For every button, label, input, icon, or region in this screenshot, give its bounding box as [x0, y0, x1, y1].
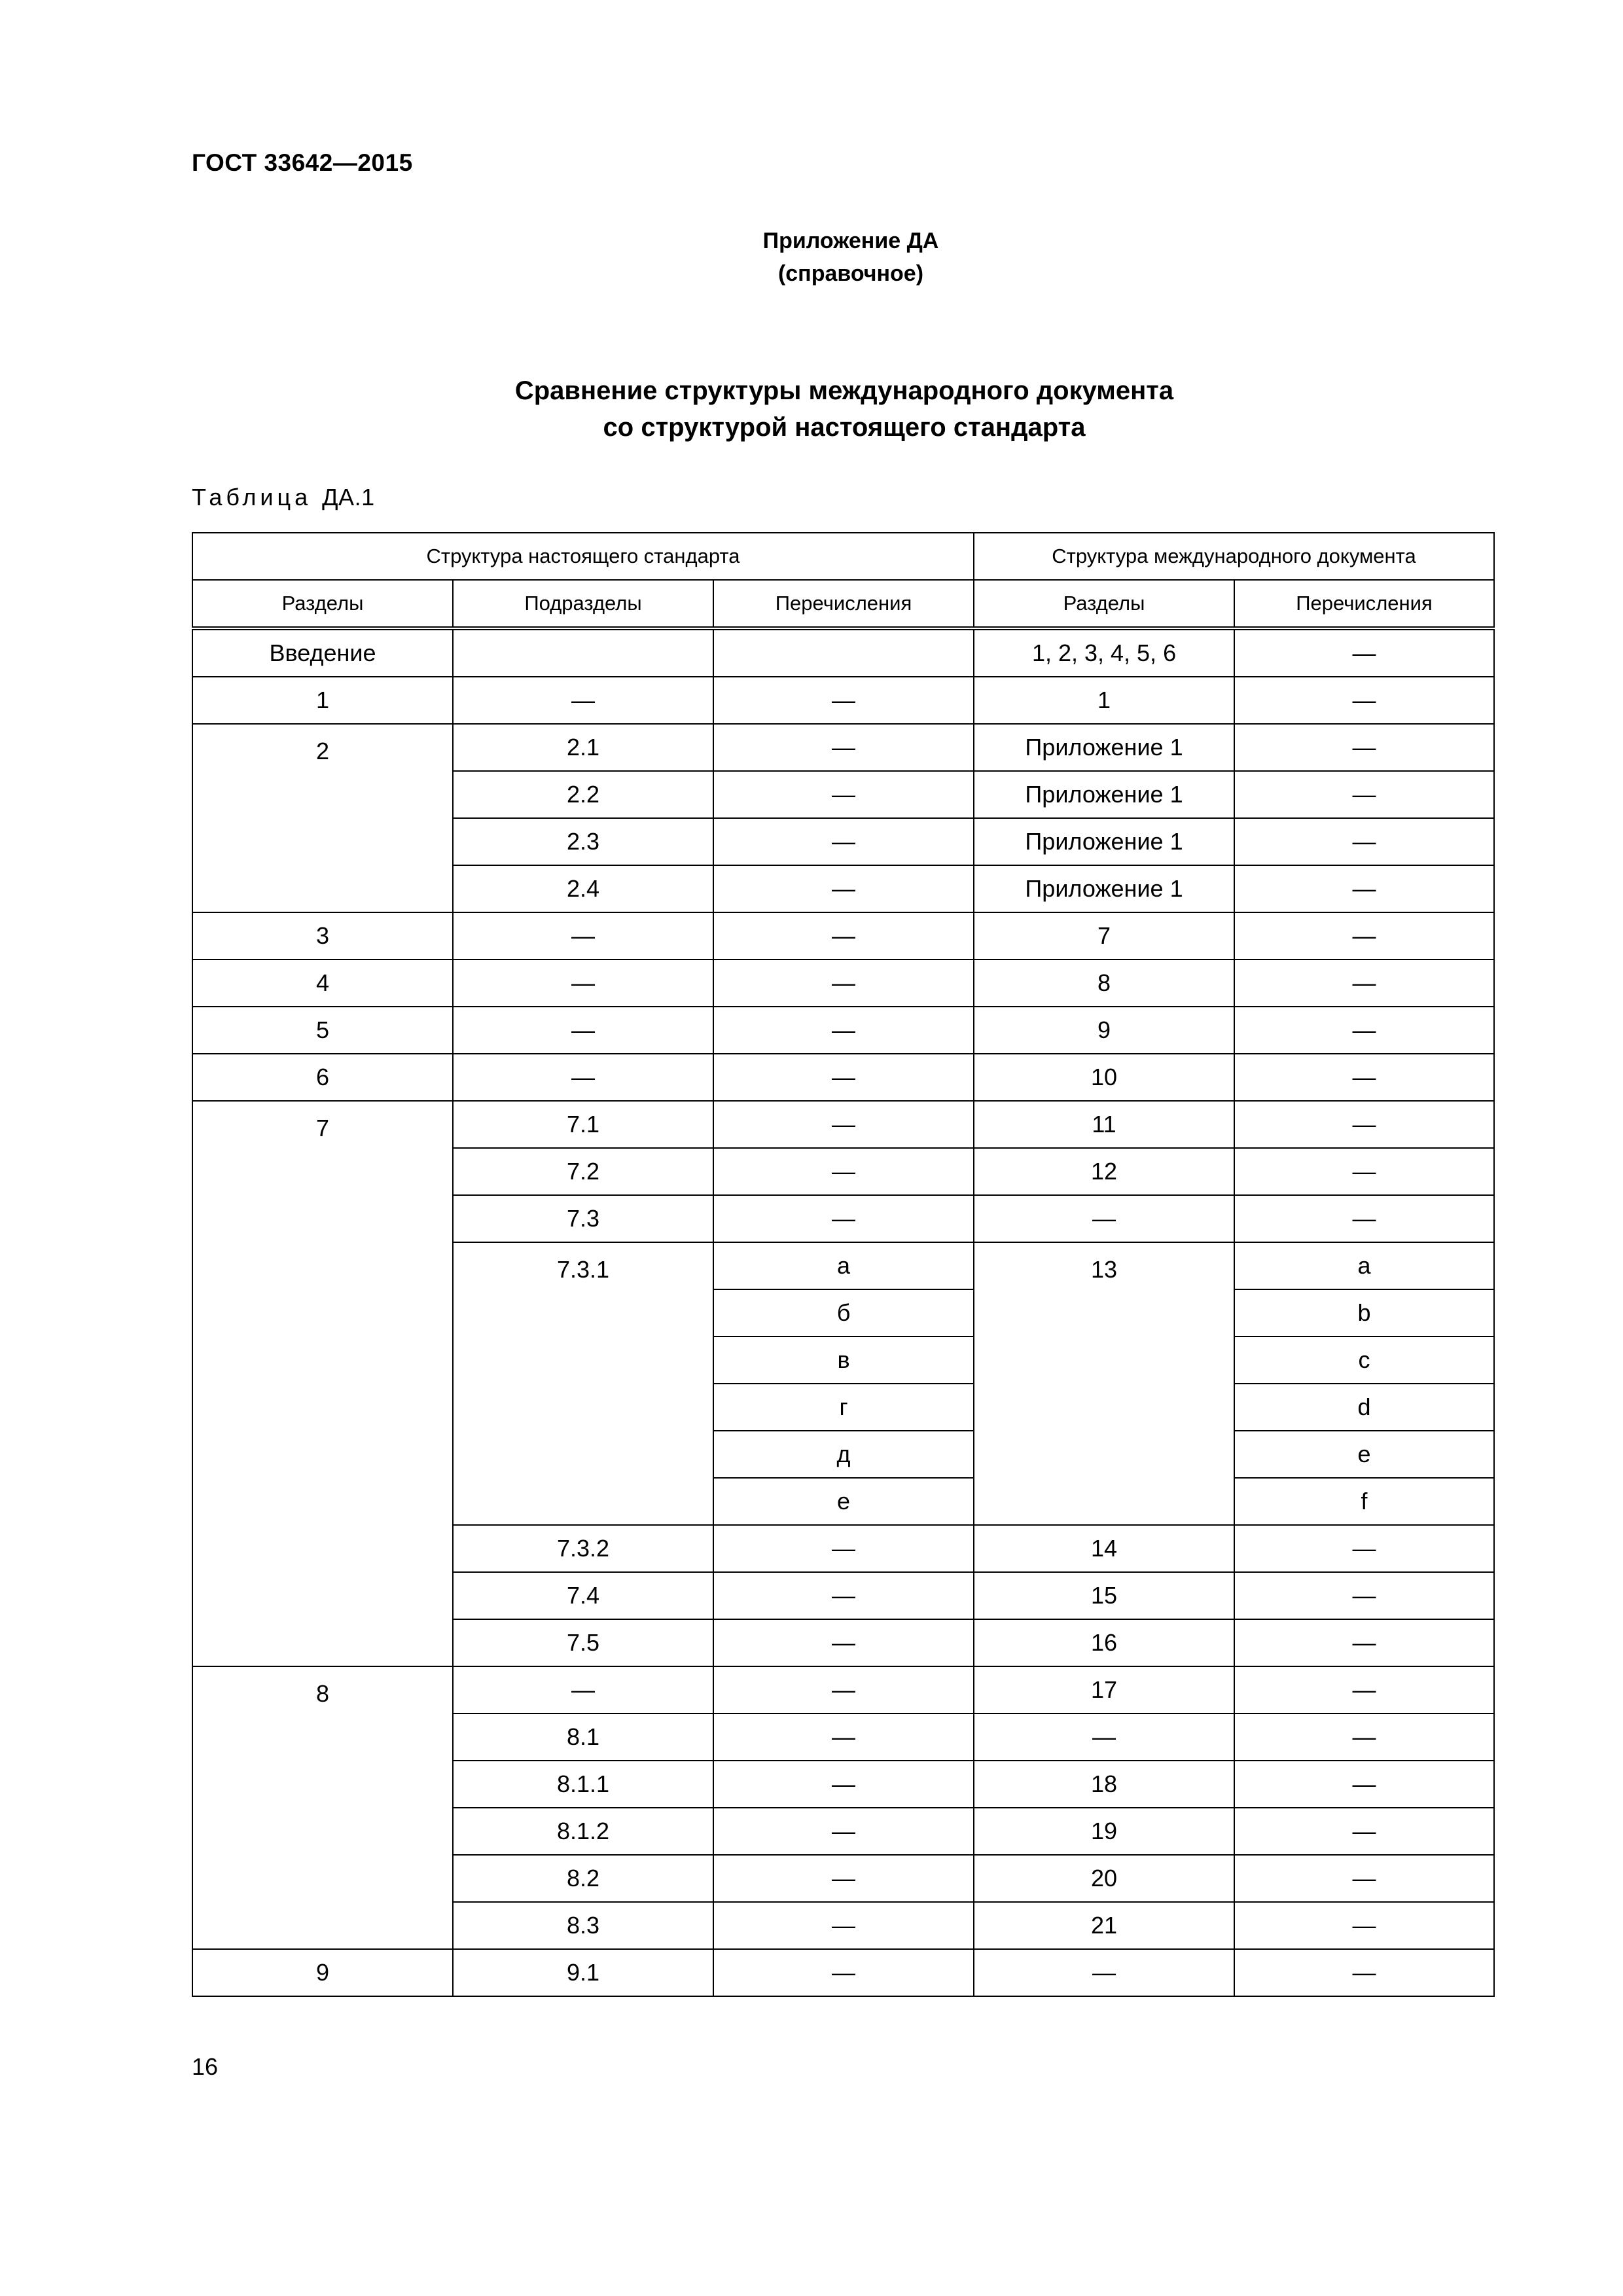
column-header-row [192, 580, 1494, 628]
column-header: Подразделы [453, 580, 713, 628]
table-cell: 20 [974, 1855, 1234, 1902]
table-cell: — [974, 1713, 1234, 1761]
table-cell: — [713, 724, 974, 771]
table-cell: — [974, 1195, 1234, 1242]
table-cell: — [1234, 865, 1494, 912]
table-cell: — [1234, 1619, 1494, 1666]
table-cell: 9.1 [453, 1949, 713, 1996]
table-cell: 7 [192, 1101, 453, 1666]
table-row [192, 1666, 1494, 1713]
table-cell: — [1234, 677, 1494, 724]
table-cell: — [713, 771, 974, 818]
table-cell: — [1234, 1525, 1494, 1572]
table-cell: — [1234, 1761, 1494, 1808]
table-cell: — [1234, 1195, 1494, 1242]
column-header: Перечисления [1234, 580, 1494, 628]
table-cell: 8.2 [453, 1855, 713, 1902]
table-caption-number: ДА.1 [322, 484, 375, 511]
table-cell: f [1234, 1478, 1494, 1525]
comparison-table [192, 532, 1495, 1997]
table-row [192, 1949, 1494, 1996]
table-cell: b [1234, 1289, 1494, 1336]
table-cell: — [453, 677, 713, 724]
table-cell [713, 628, 974, 677]
title-line-2: со структурой настоящего стандарта [603, 413, 1086, 442]
table-cell: Введение [192, 628, 453, 677]
table-cell: — [453, 1666, 713, 1713]
table-cell: 7.3.1 [453, 1242, 713, 1525]
table-cell: — [713, 1007, 974, 1054]
table-row [192, 1054, 1494, 1101]
table-cell: 9 [192, 1949, 453, 1996]
table-cell: 16 [974, 1619, 1234, 1666]
table-cell: — [713, 865, 974, 912]
table-cell: — [1234, 1808, 1494, 1855]
page-title [419, 372, 1270, 446]
table-cell: в [713, 1336, 974, 1384]
table-cell: 8 [974, 960, 1234, 1007]
table-caption-word: Таблица [192, 484, 312, 511]
table-cell: 14 [974, 1525, 1234, 1572]
table-cell: 7.1 [453, 1101, 713, 1148]
table-cell: 5 [192, 1007, 453, 1054]
table-cell: — [1234, 724, 1494, 771]
table-cell: 8.1 [453, 1713, 713, 1761]
table-cell: Приложение 1 [974, 865, 1234, 912]
table-cell: — [713, 1572, 974, 1619]
table-row [192, 960, 1494, 1007]
table-cell: — [713, 1148, 974, 1195]
table-cell: 7.4 [453, 1572, 713, 1619]
table-cell: — [1234, 1666, 1494, 1713]
table-cell: 17 [974, 1666, 1234, 1713]
title-line-1: Сравнение структуры международного документа [514, 376, 1174, 405]
table-cell: — [974, 1949, 1234, 1996]
table-cell: 21 [974, 1902, 1234, 1949]
column-header: Разделы [974, 580, 1234, 628]
table-cell: — [1234, 960, 1494, 1007]
table-cell: 12 [974, 1148, 1234, 1195]
table-cell: — [713, 912, 974, 960]
column-header: Перечисления [713, 580, 974, 628]
table-cell: Приложение 1 [974, 771, 1234, 818]
table-cell: 13 [974, 1242, 1234, 1525]
table-cell: 8.1.2 [453, 1808, 713, 1855]
table-row [192, 1007, 1494, 1054]
table-cell: 2.3 [453, 818, 713, 865]
table-cell: — [1234, 1101, 1494, 1148]
table-cell [453, 628, 713, 677]
table-cell: — [713, 1525, 974, 1572]
table-cell: 3 [192, 912, 453, 960]
table-cell: 1 [192, 677, 453, 724]
table-cell: 1, 2, 3, 4, 5, 6 [974, 628, 1234, 677]
table-cell: d [1234, 1384, 1494, 1431]
table-cell: — [713, 1949, 974, 1996]
table-cell: 8 [192, 1666, 453, 1949]
table-cell: 11 [974, 1101, 1234, 1148]
table-cell: 7 [974, 912, 1234, 960]
column-header: Разделы [192, 580, 453, 628]
table-row [192, 724, 1494, 771]
table-cell: 19 [974, 1808, 1234, 1855]
table-cell: a [1234, 1242, 1494, 1289]
table-cell: — [1234, 912, 1494, 960]
table-cell: — [713, 1195, 974, 1242]
table-cell: e [1234, 1431, 1494, 1478]
table-cell: — [1234, 1148, 1494, 1195]
table-cell: — [713, 1666, 974, 1713]
table-cell: 18 [974, 1761, 1234, 1808]
table-cell: — [713, 1761, 974, 1808]
group-header-international: Структура международного документа [974, 533, 1494, 580]
table-row [192, 628, 1494, 677]
group-header-row [192, 533, 1494, 580]
page-number: 16 [192, 2053, 219, 2080]
table-cell: а [713, 1242, 974, 1289]
table-cell: 6 [192, 1054, 453, 1101]
table-cell: — [1234, 1007, 1494, 1054]
appendix-note: (справочное) [777, 261, 924, 286]
table-cell: 2.4 [453, 865, 713, 912]
table-cell: 2 [192, 724, 453, 912]
table-cell: 1 [974, 677, 1234, 724]
table-cell: 2.2 [453, 771, 713, 818]
table-cell: 4 [192, 960, 453, 1007]
table-cell: — [713, 1808, 974, 1855]
table-cell: — [453, 1054, 713, 1101]
group-header-national: Структура настоящего стандарта [192, 533, 974, 580]
table-caption [192, 484, 375, 511]
table-cell: — [1234, 1054, 1494, 1101]
table-row [192, 677, 1494, 724]
table-cell: — [713, 1902, 974, 1949]
table-cell: — [1234, 1713, 1494, 1761]
table-cell: г [713, 1384, 974, 1431]
table-cell: — [1234, 1949, 1494, 1996]
appendix-title: Приложение ДА [762, 228, 939, 253]
table-cell: 15 [974, 1572, 1234, 1619]
table-cell: 10 [974, 1054, 1234, 1101]
appendix-heading [681, 224, 1021, 290]
table-cell: 9 [974, 1007, 1234, 1054]
table-cell: — [713, 960, 974, 1007]
table-cell: е [713, 1478, 974, 1525]
table-cell: — [713, 818, 974, 865]
table-cell: д [713, 1431, 974, 1478]
table-cell: 7.2 [453, 1148, 713, 1195]
table-cell: — [1234, 1572, 1494, 1619]
document-id: ГОСТ 33642—2015 [192, 149, 413, 176]
table-cell: б [713, 1289, 974, 1336]
table-cell: — [453, 960, 713, 1007]
table-cell: — [713, 677, 974, 724]
table-row [192, 912, 1494, 960]
table-cell: — [1234, 818, 1494, 865]
table-cell: 2.1 [453, 724, 713, 771]
table-cell: 8.3 [453, 1902, 713, 1949]
table-cell: — [1234, 1855, 1494, 1902]
table-cell: — [1234, 771, 1494, 818]
table-cell: 7.3.2 [453, 1525, 713, 1572]
table-cell: 7.5 [453, 1619, 713, 1666]
table-cell: — [713, 1713, 974, 1761]
table-cell: — [1234, 1902, 1494, 1949]
table-cell: — [713, 1054, 974, 1101]
table-cell: — [453, 912, 713, 960]
table-cell: Приложение 1 [974, 818, 1234, 865]
table-cell: Приложение 1 [974, 724, 1234, 771]
table-cell: — [713, 1101, 974, 1148]
table-cell: 7.3 [453, 1195, 713, 1242]
table-cell: — [453, 1007, 713, 1054]
table-cell: — [713, 1619, 974, 1666]
table-cell: — [1234, 628, 1494, 677]
table-cell: c [1234, 1336, 1494, 1384]
table-row [192, 1101, 1494, 1148]
table-cell: 8.1.1 [453, 1761, 713, 1808]
table-cell: — [713, 1855, 974, 1902]
